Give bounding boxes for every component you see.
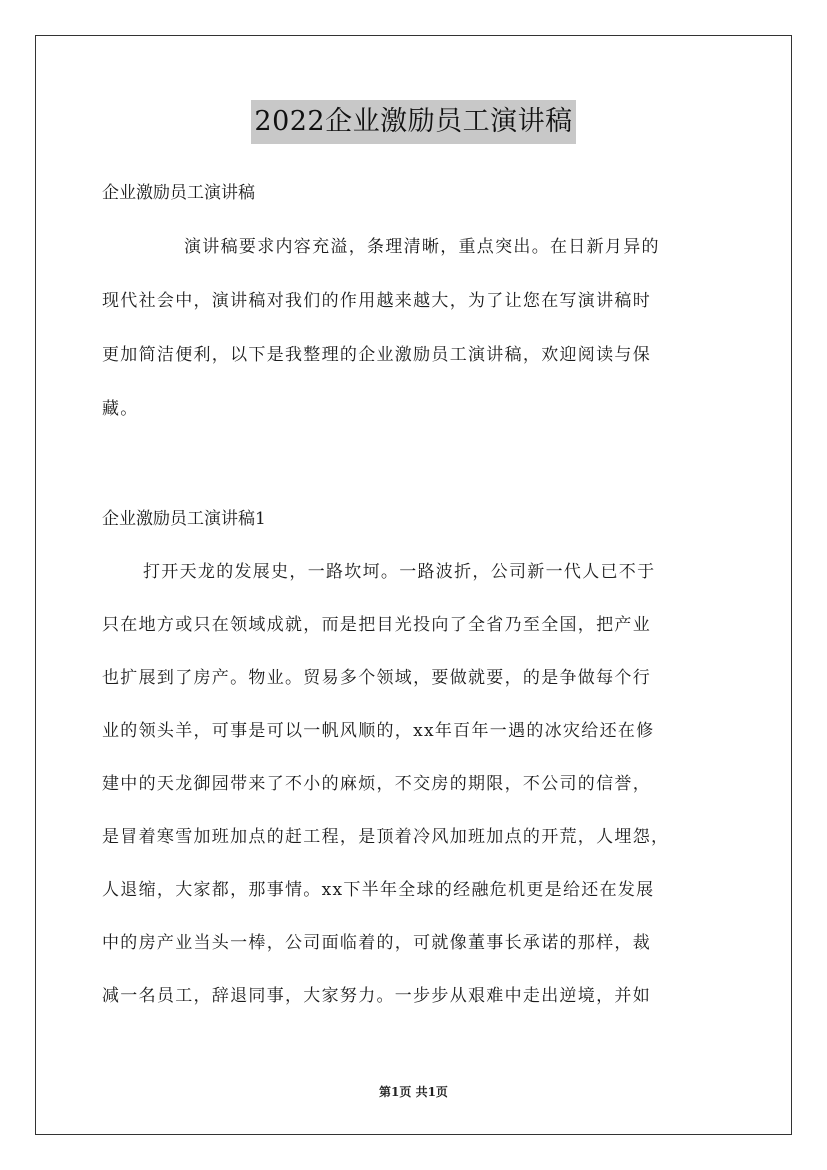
section-line: 是冒着寒雪加班加点的赶工程，是顶着冷风加班加点的开荒，人埋怨， <box>102 827 670 847</box>
document-title: 2022企业激励员工演讲稿 <box>251 100 575 144</box>
intro-line: 演讲稿要求内容充溢，条理清晰，重点突出。在日新月异的 <box>184 237 660 257</box>
section-paragraph <box>102 546 742 1023</box>
section-line: 建中的天龙御园带来了不小的麻烦，不交房的期限，不公司的信誉， <box>102 774 651 794</box>
page-footer <box>0 1082 827 1102</box>
section-line: 人退缩，大家都，那事情。xx下半年全球的经融危机更是给还在发展 <box>102 880 655 900</box>
page-number-label: 第1页 共1页 <box>379 1085 448 1099</box>
title-container <box>0 100 827 144</box>
section-line: 中的房产业当头一棒，公司面临着的，可就像董事长承诺的那样，裁 <box>102 933 651 953</box>
section-line: 业的领头羊，可事是可以一帆风顺的，xx年百年一遇的冰灾给还在修 <box>102 721 655 741</box>
document-subtitle: 企业激励员工演讲稿 <box>102 183 255 203</box>
section-heading: 企业激励员工演讲稿1 <box>102 509 266 529</box>
intro-line: 现代社会中，演讲稿对我们的作用越来越大，为了让您在写演讲稿时 <box>102 291 651 311</box>
section-line: 减一名员工，辞退同事，大家努力。一步步从艰难中走出逆境，并如 <box>102 986 651 1006</box>
intro-paragraph <box>102 220 742 436</box>
section-line: 打开天龙的发展史，一路坎坷。一路波折，公司新一代人已不于 <box>143 562 656 582</box>
section-line: 只在地方或只在领域成就，而是把目光投向了全省乃至全国，把产业 <box>102 615 651 635</box>
intro-line: 更加简洁便利，以下是我整理的企业激励员工演讲稿，欢迎阅读与保 <box>102 345 651 365</box>
section-line: 也扩展到了房产。物业。贸易多个领域，要做就要，的是争做每个行 <box>102 668 651 688</box>
intro-line: 藏。 <box>102 399 139 419</box>
